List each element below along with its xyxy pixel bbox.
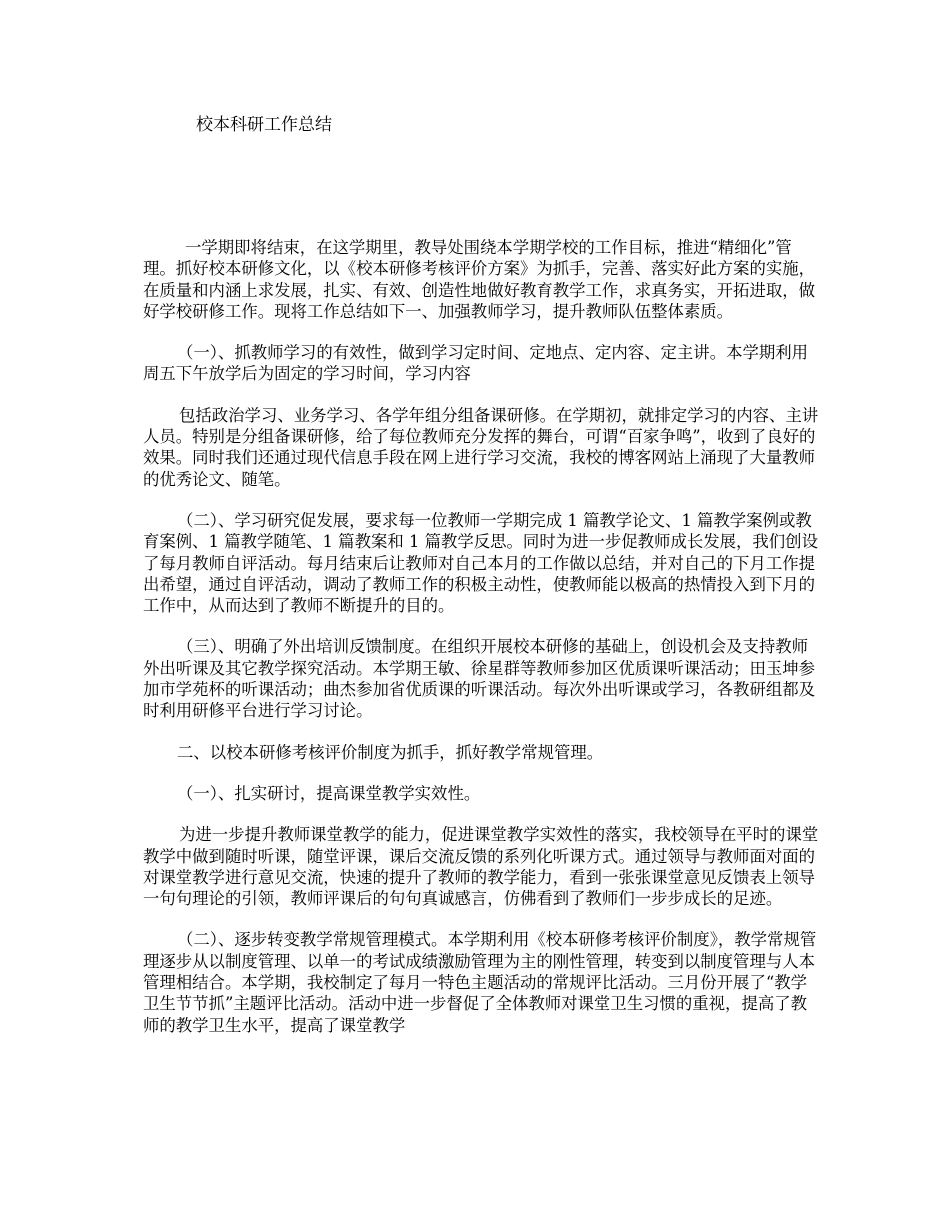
paragraph-section-2-1: （一）、扎实研讨，提高课堂教学实效性。 [177, 783, 481, 803]
paragraph-section-1-1: （一）、抓教师学习的有效性，做到学习定时间、定地点、定内容、定主讲。本学期利用周五下午放学后为固定的学习时间，学习内容 [143, 343, 809, 384]
document-title: 校本科研工作总结 [196, 115, 332, 135]
paragraph-section-1-1-content: 包括政治学习、业务学习、各学年组分组备课研修。在学期初，就排定学习的内容、主讲人员。特别是分组备课研修，给了每位教师充分发挥的舞台，可谓“百家争鸣”，收到了良好的效果。同时我们还通过现代信息手段在网上进行学习交流，我校的博客网站上涌现了大量教师的优秀论文、随笔。 [143, 405, 819, 489]
paragraph-section-1-2: （二）、学习研究促发展，要求每一位教师一学期完成 1 篇教学论文、1 篇教学案例或教育案例、1 篇教学随笔、1 篇教案和 1 篇教学反思。同时为进一步促教师成长发展，我们创设了每月教师自评活动。每月结束后让教师对自己本月的工作做以总结，并对自己的下月工作提出希望，通过自评活动，调动了教师工作的积极主动性，使教师能以极高的热情投入到下月的工作中，从而达到了教师不断提升的目的。 [143, 510, 818, 616]
document-body [143, 237, 823, 1056]
paragraph-section-2-2: （二）、逐步转变教学常规管理模式。本学期利用《校本研修考核评价制度》，教学常规管理逐步从以制度管理、以单一的考试成绩激励管理为主的刚性管理，转变到以制度管理与人本管理相结合。本学期，我校制定了每月一特色主题活动的常规评比活动。三月份开展了“教学卫生节节抓”主题评比活动。活动中进一步督促了全体教师对课堂卫生习惯的重视，提高了教师的教学卫生水平，提高了课堂教学 [143, 930, 817, 1035]
heading-section-2: 二、以校本研修考核评价制度为抓手，抓好教学常规管理。 [177, 742, 604, 762]
paragraph-intro: 一学期即将结束，在这学期里，教导处围绕本学期学校的工作目标，推进“精细化”管理。抓好校本研修文化，以《校本研修考核评价方案》为抓手，完善、落实好此方案的实施，在质量和内涵上求发展，扎实、有效、创造性地做好教育教学工作，求真务实，开拓进取，做好学校研修工作。现将工作总结如下一、加强教师学习，提升教师队伍整体素质。 [143, 238, 816, 321]
paragraph-section-1-3: （三）、明确了外出培训反馈制度。在组织开展校本研修的基础上，创设机会及支持教师外出听课及其它教学探究活动。本学期王敏、徐星群等教师参加区优质课听课活动；田玉坤参加市学苑杯的听课活动；曲杰参加省优质课的听课活动。每次外出听课或学习，各教研组都及时利用研修平台进行学习讨论。 [143, 637, 816, 721]
paragraph-section-2-1-content: 为进一步提升教师课堂教学的能力，促进课堂教学实效性的落实，我校领导在平时的课堂教学中做到随时听课，随堂评课，课后交流反馈的系列化听课方式。通过领导与教师面对面的对课堂教学进行意见交流，快速的提升了教师的教学能力，看到一张张课堂意见反馈表上领导一句句理论的引领，教师评课后的句句真诚感言，仿佛看到了教师们一步步成长的足迹。 [143, 825, 819, 909]
